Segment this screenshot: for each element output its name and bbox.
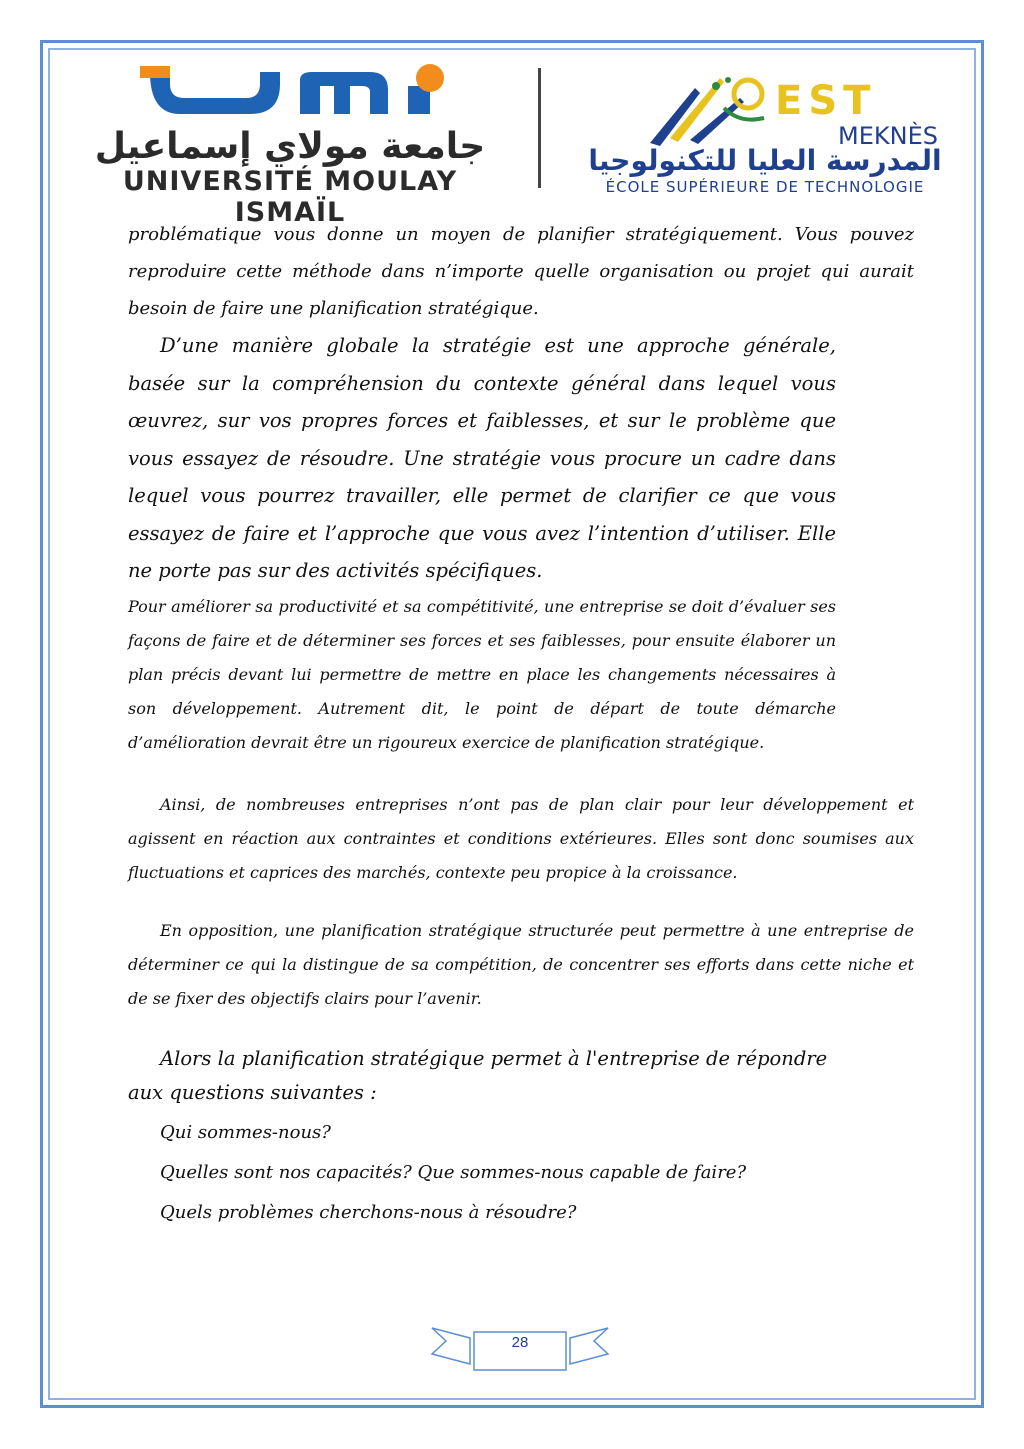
question-item: Quels problèmes cherchons-nous à résoudre? (160, 1201, 577, 1223)
umi-french-name: UNIVERSITÉ MOULAY ISMAÏL (122, 166, 458, 228)
est-acronym: EST (775, 78, 877, 124)
question-item: Quelles sont nos capacités? Que sommes-nous capable de faire? (160, 1161, 747, 1183)
paragraph: problématique vous donne un moyen de planifier stratégiquement. Vous pouvez reproduire cette méthode dans n’importe quelle organisation ou projet qui aurait besoin de faire une planification stratégique. (128, 224, 914, 319)
page-body (128, 216, 914, 1226)
paragraph: En opposition, une planification stratégique structurée peut permettre à une entreprise de déterminer ce qui la distingue de sa compétition, de concentrer ses efforts dans cette niche et de se fixer des objectifs clairs pour l’avenir. (128, 920, 914, 1008)
est-arabic-name: المدرسة العليا للتكنولوجيا (588, 144, 942, 177)
paragraph-large: D’une manière globale la stratégie est une approche générale, basée sur la compréhension du contexte général dans lequel vous œuvrez, sur vos propres forces et faiblesses, et sur le problème que vous essayez de résoudre. Une stratégie vous procure un cadre dans lequel vous pourrez travailler, elle permet de clarifier ce que vous essayez de faire et l’approche que vous avez l’intention d’utiliser. Elle ne porte pas sur des activités spécifiques. (128, 334, 836, 582)
est-emblem-icon (640, 68, 780, 148)
paragraph-intro-questions: Alors la planification stratégique permet à l'entreprise de répondre aux questions suivantes : (128, 1046, 828, 1104)
paragraph-continuation: Pour améliorer sa productivité et sa compétitivité, une entreprise se doit d’évaluer ses façons de faire et de déterminer ses forces et ses faiblesses, pour ensuite élaborer un plan précis devant lui permettre de mettre en place les changements nécessaires à son développement. Autrement dit, le point de départ de toute démarche d’amélioration devrait être un rigoureux exercice de planification stratégique. (128, 596, 836, 752)
paragraph: Ainsi, de nombreuses entreprises n’ont pas de plan clair pour leur développement et agissent en réaction aux contraintes et conditions extérieures. Elles sont donc soumises aux fluctuations et caprices des marchés, contexte peu propice à la croissance. (128, 794, 914, 882)
header-separator (538, 68, 541, 188)
page-number: 28 (511, 1334, 529, 1351)
umi-logo-graphic-icon (140, 64, 470, 124)
page-number-banner (430, 1324, 610, 1376)
est-city: MEKNÈS (838, 122, 938, 150)
question-item: Qui sommes-nous? (160, 1121, 331, 1143)
est-french-name: ÉCOLE SUPÉRIEURE DE TECHNOLOGIE (605, 178, 925, 196)
umi-arabic-name: جامعة مولاي إسماعيل (94, 126, 486, 167)
page-header (60, 58, 964, 228)
est-logo (570, 64, 960, 194)
umi-logo (80, 64, 500, 228)
